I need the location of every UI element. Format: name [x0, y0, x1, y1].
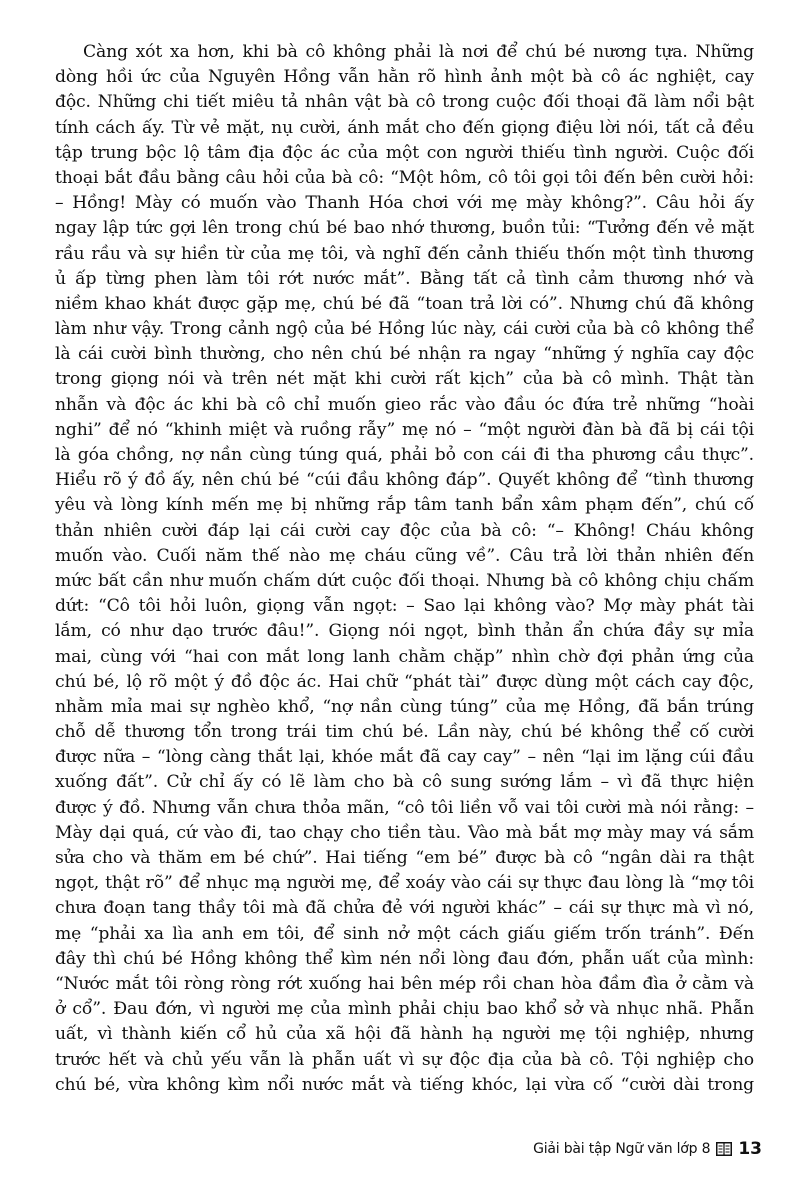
text-line: là cái cười bình thường, cho nên chú bé nhận ra ngay “những ý nghĩa cay độc [55, 344, 754, 365]
text-line: độc. Những chi tiết miêu tả nhân vật bà cô trong cuộc đối thoại đã làm nổi bật [55, 92, 754, 113]
text-line: Càng xót xa hơn, khi bà cô không phải là nơi để chú bé nương tựa. Những [83, 42, 754, 62]
text-line: làm như vậy. Trong cảnh ngộ của bé Hồng lúc này, cái cười của bà cô không thể [55, 319, 754, 340]
text-line: là góa chồng, nợ nần cùng túng quá, phải bỏ con cái đi tha phương cầu thực”. [55, 445, 754, 465]
text-line: ngay lập tức gợi lên trong chú bé bao nhớ thương, buồn tủi: “Tưởng đến vẻ mặt [55, 218, 754, 239]
text-line: trước hết và chủ yếu vẫn là phẫn uất vì sự độc địa của bà cô. Tội nghiệp cho [55, 1049, 754, 1070]
page-footer [533, 1138, 762, 1160]
text-line: tập trung bộc lộ tâm địa độc ác của một con người thiếu tình người. Cuộc đối [55, 142, 754, 163]
text-line: ở cổ”. Đau đớn, vì người mẹ của mình phải chịu bao khổ sở và nhục nhã. Phẫn [55, 999, 754, 1020]
text-line: chú bé, vừa không kìm nổi nước mắt và tiếng khóc, lại vừa cố “cười dài trong [55, 1074, 754, 1095]
book-title: Giải bài tập Ngữ văn lớp 8 [533, 1141, 711, 1157]
text-line: rầu rầu và sự hiền từ của mẹ tôi, và nghĩ đến cảnh thiếu thốn một tình thương [55, 243, 754, 264]
book-icon [716, 1142, 732, 1156]
text-line: mai, cùng với “hai con mắt long lanh chằm chặp” nhìn chờ đợi phản ứng của [55, 646, 754, 667]
text-line: mức bất cần như muốn chấm dứt cuộc đối thoại. Nhưng bà cô không chịu chấm [55, 570, 754, 591]
page-number: 13 [738, 1139, 762, 1159]
text-line: dòng hồi ức của Nguyên Hồng vẫn hằn rõ hình ảnh một bà cô ác nghiệt, cay [55, 67, 754, 88]
text-line: yêu và lòng kính mến mẹ bị những rắp tâm tanh bẩn xâm phạm đến”, chú cố [55, 495, 754, 516]
text-line: Mày dại quá, cứ vào đi, tao chạy cho tiền tàu. Vào mà bắt mợ mày may vá sắm [55, 822, 754, 843]
text-line: “Nước mắt tôi ròng ròng rớt xuống hai bên mép rồi chan hòa đầm đìa ở cằm và [55, 973, 754, 994]
text-line: đây thì chú bé Hồng không thể kìm nén nổi lòng đau đớn, phẫn uất của mình: [55, 948, 754, 969]
text-line: thoại bắt đầu bằng câu hỏi của bà cô: “Một hôm, cô tôi gọi tôi đến bên cười hỏi: [55, 167, 754, 188]
body-text [55, 40, 754, 1098]
text-line: chưa đoạn tang thầy tôi mà đã chửa đẻ với người khác” – cái sự thực mà vì nó, [55, 898, 754, 919]
text-line: muốn vào. Cuối năm thế nào mẹ cháu cũng về”. Câu trả lời thản nhiên đến [55, 545, 754, 566]
text-line: Hiểu rõ ý đồ ấy, nên chú bé “cúi đầu không đáp”. Quyết không để “tình thương [55, 470, 754, 491]
text-line: lắm, có như dạo trước đâu!”. Giọng nói ngọt, bình thản ẩn chứa đầy sự mỉa [55, 621, 754, 642]
text-line: sửa cho và thăm em bé chứ”. Hai tiếng “em bé” được bà cô “ngân dài ra thật [55, 848, 754, 868]
text-line: chú bé, lộ rõ một ý đồ độc ác. Hai chữ “phát tài” được dùng một cách cay độc, [55, 671, 754, 692]
text-line: trong giọng nói và trên nét mặt khi cười rất kịch” của bà cô mình. Thật tàn [55, 369, 754, 390]
text-line: mẹ “phải xa lìa anh em tôi, để sinh nở một cách giấu giếm trốn tránh”. Đến [55, 923, 754, 944]
text-line: nghi” để nó “khinh miệt và ruồng rẫy” mẹ nó – “một người đàn bà đã bị cái tội [55, 419, 754, 440]
text-line: xuống đất”. Cử chỉ ấy có lẽ làm cho bà cô sung sướng lắm – vì đã thực hiện [55, 772, 754, 793]
text-line: uất, vì thành kiến cổ hủ của xã hội đã hành hạ người mẹ tội nghiệp, nhưng [55, 1024, 754, 1045]
text-line: thản nhiên cười đáp lại cái cười cay độc của bà cô: “– Không! Cháu không [55, 520, 754, 541]
text-line: nhẫn và độc ác khi bà cô chỉ muốn gieo rắc vào đầu óc đứa trẻ những “hoài [55, 394, 754, 415]
text-line: nhằm mỉa mai sự nghèo khổ, “nợ nần cùng túng” của mẹ Hồng, đã bắn trúng [55, 696, 754, 717]
text-line: được nữa – “lòng càng thắt lại, khóe mắt đã cay cay” – nên “lại im lặng cúi đầu [55, 747, 754, 768]
text-line: dứt: “Cô tôi hỏi luôn, giọng vẫn ngọt: – Sao lại không vào? Mợ mày phát tài [55, 596, 754, 617]
text-line: tính cách ấy. Từ vẻ mặt, nụ cười, ánh mắt cho đến giọng điệu lời nói, tất cả đều [55, 117, 754, 138]
text-line: chỗ dễ thương tổn trong trái tim chú bé. Lần này, chú bé không thể cố cười [55, 722, 754, 743]
text-line: – Hồng! Mày có muốn vào Thanh Hóa chơi với mẹ mày không?”. Câu hỏi ấy [55, 193, 754, 214]
text-line: được ý đồ. Nhưng vẫn chưa thỏa mãn, “cô tôi liền vỗ vai tôi cười mà nói rằng: – [55, 797, 754, 818]
text-line: ngọt, thật rõ” để nhục mạ người mẹ, để xoáy vào cái sự thực đau lòng là “mợ tôi [55, 873, 754, 894]
text-line: niềm khao khát được gặp mẹ, chú bé đã “toan trả lời có”. Nhưng chú đã không [55, 293, 754, 314]
text-line: ủ ấp từng phen làm tôi rớt nước mắt”. Bằng tất cả tình cảm thương nhớ và [55, 268, 754, 289]
